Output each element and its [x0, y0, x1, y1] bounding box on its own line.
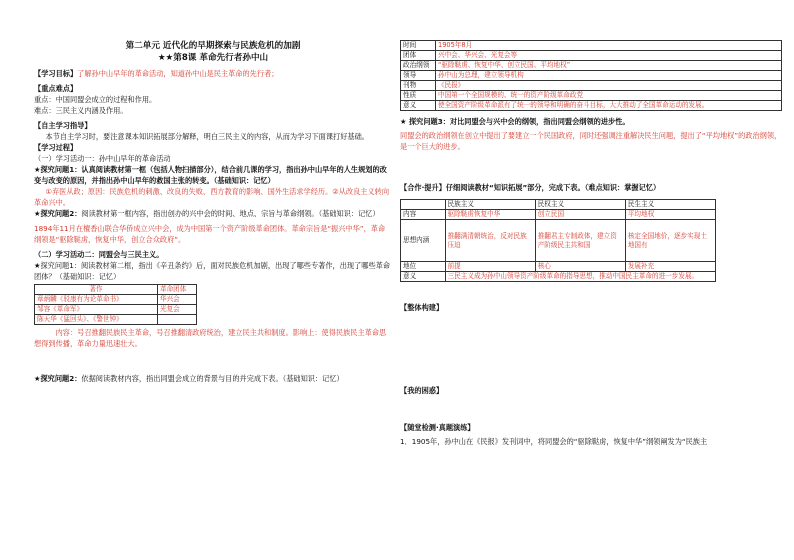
row-label: 意义: [401, 272, 446, 282]
table-row: [401, 61, 782, 71]
row-value: 使全国资产阶级革命派有了统一的领导和明确的奋斗目标，大大推动了全国革命运动的发展。: [436, 101, 782, 111]
row-label: 时间: [401, 41, 436, 51]
tongmenghui-table: [400, 40, 782, 111]
self-study-text: 本节自主学习时，要注意课本知识拓展部分解释，明白三民主义的内容，从而为学习下面课打好基础。: [45, 132, 369, 141]
meaning-cell: 三民主义成为孙中山领导资产阶级革命的指导思想，推动中国民主革命的进一步发展。: [445, 272, 715, 282]
unit-title: 第二单元 近代化的早期探索与民族危机的加剧: [125, 41, 301, 51]
difficulty: 难点：三民主义内涵及作用。: [34, 106, 128, 115]
row-label: 团体: [401, 51, 436, 61]
cell: 平均地权: [625, 210, 715, 220]
overall-heading: 【整体构建】: [400, 303, 444, 312]
learning-goal: [34, 68, 392, 79]
works-groups-table: [34, 284, 197, 325]
row-label: 意义: [401, 101, 436, 111]
table-row: [401, 101, 782, 111]
question-3: [34, 373, 392, 384]
group-2: 光复会: [158, 305, 197, 315]
table-row: [401, 210, 716, 220]
q1-answer: ①弃医从政；原因：民族危机的刺激、改良的失败、西方教育的影响、国外生活求学经历。②从改良主义转向革命兴中。: [34, 187, 390, 207]
practice-heading: 【随堂检测·真题演练】: [400, 423, 475, 432]
cell: 前提: [445, 262, 535, 272]
cooperation-heading: 【合作·提升】仔细阅读教材“知识拓展”部分，完成下表。（难点知识：掌握记忆）: [400, 183, 661, 192]
q3-text: 依据阅读教材内容，指出同盟会成立的背景与目的并完成下表。（基础知识：记忆）: [81, 374, 344, 383]
row-label: 地位: [401, 262, 446, 272]
cell: 创立民国: [535, 210, 625, 220]
process-label: 【学习过程】: [34, 143, 78, 152]
row-value: 兴中会、华兴会、光复会等: [436, 51, 782, 61]
row-label: 性质: [401, 91, 436, 101]
table-row: [401, 220, 716, 262]
works-question: ★探究问题1：阅读教材第二框，指出《辛丑条约》后，面对民族危机加剧，出现了哪些专著作，出现了哪些革命团体？（基础知识：记忆）: [34, 261, 391, 281]
practice-question-1: 1．1905年，孙中山在《民报》发刊词中，将同盟会的“驱除鞑虏，恢复中华”纲领阐发为“民族主: [400, 437, 708, 446]
table-row: [401, 51, 782, 61]
header-cell: 民生主义: [625, 200, 715, 210]
cell: 发展补充: [625, 262, 715, 272]
confusion-heading: 【我的困惑】: [400, 386, 444, 395]
header-cell: 民族主义: [445, 200, 535, 210]
goal-text: 了解孙中山早年的革命活动，知道孙中山是民主革命的先行者；: [77, 69, 279, 78]
table-row: [401, 41, 782, 51]
cell: 驱除鞑虏恢复中华: [445, 210, 535, 220]
cell: 推翻满清朝统治，反对民族压迫: [445, 220, 535, 262]
works-answer: 内容：号召推翻民族民主革命，号召推翻清政府统治，建立民主共和制度。影响上：使得民族民主革命思想得到传播，革命力量迅速壮大。: [34, 328, 387, 348]
work-3: 陈天华《猛回头》、《警世钟》: [35, 315, 158, 325]
row-label: 内容: [401, 210, 446, 220]
q2-label: ★探究问题2：: [34, 209, 82, 218]
table-row: [401, 81, 782, 91]
key-point: 重点：中国同盟会成立的过程和作用。: [34, 95, 157, 104]
group-1: 华兴会: [158, 295, 197, 305]
group-empty: [158, 315, 197, 325]
sanmin-table: [400, 199, 716, 282]
cell: 核心: [535, 262, 625, 272]
right-column: [400, 40, 782, 447]
lesson-title: ★★第8课 革命先行者孙中山: [157, 53, 269, 63]
question-3-right: ★ 探究问题3：对比同盟会与兴中会的纲领，指出同盟会纲领的进步性。: [400, 117, 630, 126]
groups-header: 革命团体: [158, 285, 197, 295]
row-value: 中国第一个全国规模的、统一的资产阶级革命政党: [436, 91, 782, 101]
row-value: 1905年8月: [436, 41, 782, 51]
activity-1-heading: （一）学习活动一：孙中山早年的革命活动: [34, 154, 171, 163]
question-1: [34, 164, 392, 186]
cell: 推翻君主专制政体，建立资产阶级民主共和国: [535, 220, 625, 262]
table-row: [401, 262, 716, 272]
self-study-label: 【自主学习指导】: [34, 121, 92, 130]
question-2: [34, 208, 392, 219]
table-row: [401, 91, 782, 101]
table-row: [401, 200, 716, 210]
row-value: “驱除鞑虏、恢复中华、创立民国、平均地权”: [436, 61, 782, 71]
work-2: 邹容《革命军》: [35, 305, 158, 315]
goal-label: 【学习目标】: [34, 69, 78, 78]
keypoint-label: 【重点难点】: [34, 84, 78, 93]
q2-text: 阅读教材第一框内容，指出创办的兴中会的时间、地点、宗旨与革命纲领。（基础知识：记忆）: [81, 209, 380, 218]
row-label: 刊物: [401, 81, 436, 91]
header-cell: [401, 200, 446, 210]
q3-right-answer: 同盟会的政治纲领在创立中提出了要建立一个民国政府，同时还强调注重解决民生问题，提出了“平均地权”的政治纲领，是一个巨大的进步。: [400, 131, 782, 151]
q1-label: ★探究问题1：: [34, 165, 82, 174]
cell: 核定全国地价，逐步实现土地国有: [625, 220, 715, 262]
table-row: [401, 71, 782, 81]
row-label: 领导: [401, 71, 436, 81]
row-label: 思想内涵: [401, 220, 446, 262]
table-row: [401, 272, 716, 282]
row-value: 孙中山为总理，建立领导机构: [436, 71, 782, 81]
works-header: 著作: [35, 285, 158, 295]
row-value: 《民报》: [436, 81, 782, 91]
header-cell: 民权主义: [535, 200, 625, 210]
q3-label: ★探究问题2：: [34, 374, 82, 383]
activity-2-heading: （二）学习活动二：同盟会与三民主义。: [34, 250, 164, 259]
work-1: 章炳麟《驳康有为论革命书》: [35, 295, 158, 305]
row-label: 政治纲领: [401, 61, 436, 71]
q1-text: 认真阅读教材第一框（包括人物扫描部分），结合前几课的学习，指出孙中山早年的人生规划的改变与改变的原因，并指出孙中山早年的救国主张的转变。（基础知识：记忆）: [34, 165, 387, 185]
q2-answer: 1894年11月在檀香山联合华侨成立兴中会，成为中国第一个资产阶级革命团体。革命宗旨是“振兴中华”，革命纲领是“驱除鞑虏，恢复中华，创立合众政府”。: [34, 224, 386, 244]
left-column: [34, 40, 392, 384]
